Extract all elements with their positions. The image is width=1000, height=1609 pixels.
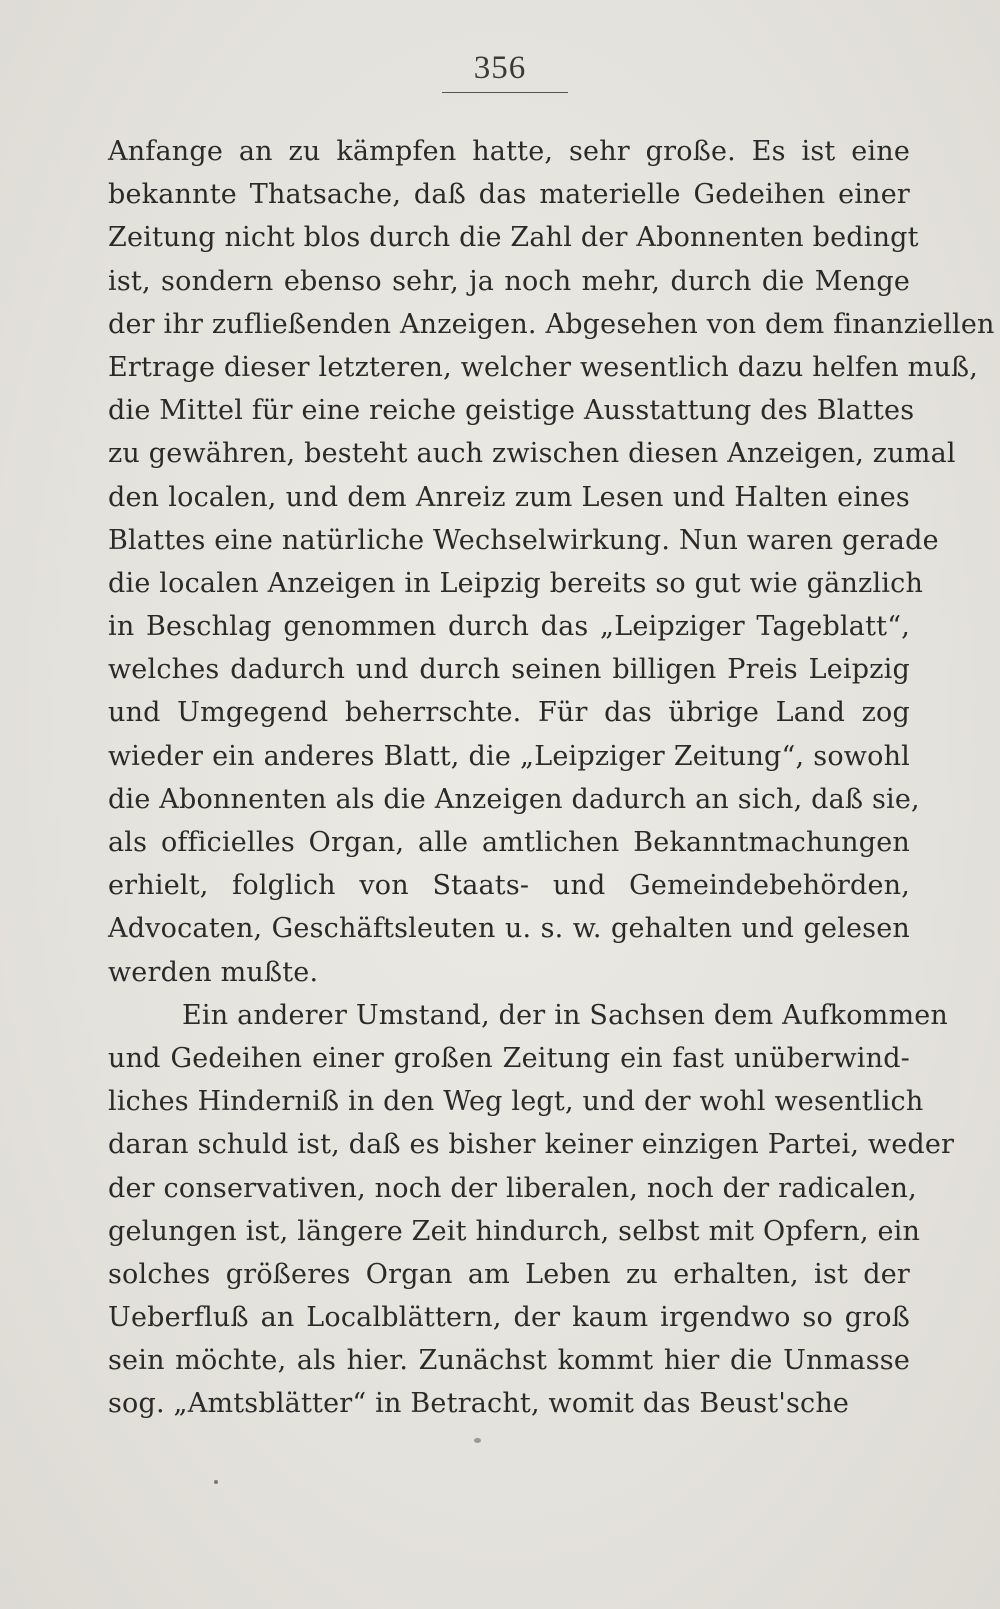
text-line: erhielt, folglich von Staats- und Gemeindebehörden,: [108, 870, 910, 902]
text-line: wieder ein anderes Blatt, die „Leipziger Zeitung“, sowohl: [108, 740, 910, 772]
text-line: Ertrage dieser letzteren, welcher wesentlich dazu helfen muß,: [108, 351, 979, 383]
text-line: in Beschlag genommen durch das „Leipziger Tageblatt“,: [108, 611, 910, 643]
text-line: Ein anderer Umstand, der in Sachsen dem Aufkommen: [182, 999, 949, 1031]
text-line: gelungen ist, längere Zeit hindurch, selbst mit Opfern, ein: [108, 1215, 921, 1247]
text-line: solches größeres Organ am Leben zu erhalten, ist der: [108, 1258, 910, 1290]
text-line: Anfange an zu kämpfen hatte, sehr große. Es ist eine: [108, 136, 910, 167]
page-number: 356: [473, 50, 527, 86]
text-line: sog. „Amtsblätter“ in Betracht, womit das Beust'sche: [108, 1388, 850, 1420]
paragraph: [108, 994, 955, 1426]
speck: [474, 1438, 481, 1443]
text-line: ist, sondern ebenso sehr, ja noch mehr, durch die Menge: [108, 265, 910, 297]
speck: [214, 1480, 218, 1484]
text-line: und Gedeihen einer großen Zeitung ein fast unüberwind-: [108, 1042, 910, 1074]
text-line: Zeitung nicht blos durch die Zahl der Abonnenten bedingt: [108, 222, 919, 254]
text-line: die localen Anzeigen in Leipzig bereits so gut wie gänzlich: [108, 567, 924, 599]
text-line: werden mußte.: [108, 956, 319, 988]
text-line: Blattes eine natürliche Wechselwirkung. Nun waren gerade: [108, 524, 939, 556]
text-line: zu gewähren, besteht auch zwischen diesen Anzeigen, zumal: [108, 438, 956, 470]
text-line: der ihr zufließenden Anzeigen. Abgesehen von dem finanziellen: [108, 308, 995, 340]
text-line: liches Hinderniß in den Weg legt, und der wohl wesentlich: [108, 1086, 924, 1118]
text-line: den localen, und dem Anreiz zum Lesen und Halten eines: [108, 481, 910, 513]
text-line: bekannte Thatsache, daß das materielle Gedeihen einer: [108, 179, 910, 211]
text-line: als officielles Organ, alle amtlichen Bekanntmachungen: [108, 827, 910, 858]
text-line: die Abonnenten als die Anzeigen dadurch an sich, daß sie,: [108, 783, 920, 815]
body-text: [108, 130, 995, 1426]
text-line: welches dadurch und durch seinen billigen Preis Leipzig: [108, 654, 910, 686]
text-line: Advocaten, Geschäftsleuten u. s. w. gehalten und gelesen: [108, 913, 910, 945]
text-line: der conservativen, noch der liberalen, noch der radicalen,: [108, 1172, 917, 1204]
text-line: sein möchte, als hier. Zunächst kommt hier die Unmasse: [108, 1345, 910, 1377]
text-line: Ueberfluß an Localblättern, der kaum irgendwo so groß: [108, 1302, 910, 1334]
text-line: die Mittel für eine reiche geistige Ausstattung des Blattes: [108, 395, 915, 427]
paragraph: [108, 130, 995, 994]
text-line: daran schuld ist, daß es bisher keiner einzigen Partei, weder: [108, 1129, 955, 1161]
header-rule: [442, 92, 568, 93]
text-line: und Umgegend beherrschte. Für das übrige Land zog: [108, 697, 910, 729]
